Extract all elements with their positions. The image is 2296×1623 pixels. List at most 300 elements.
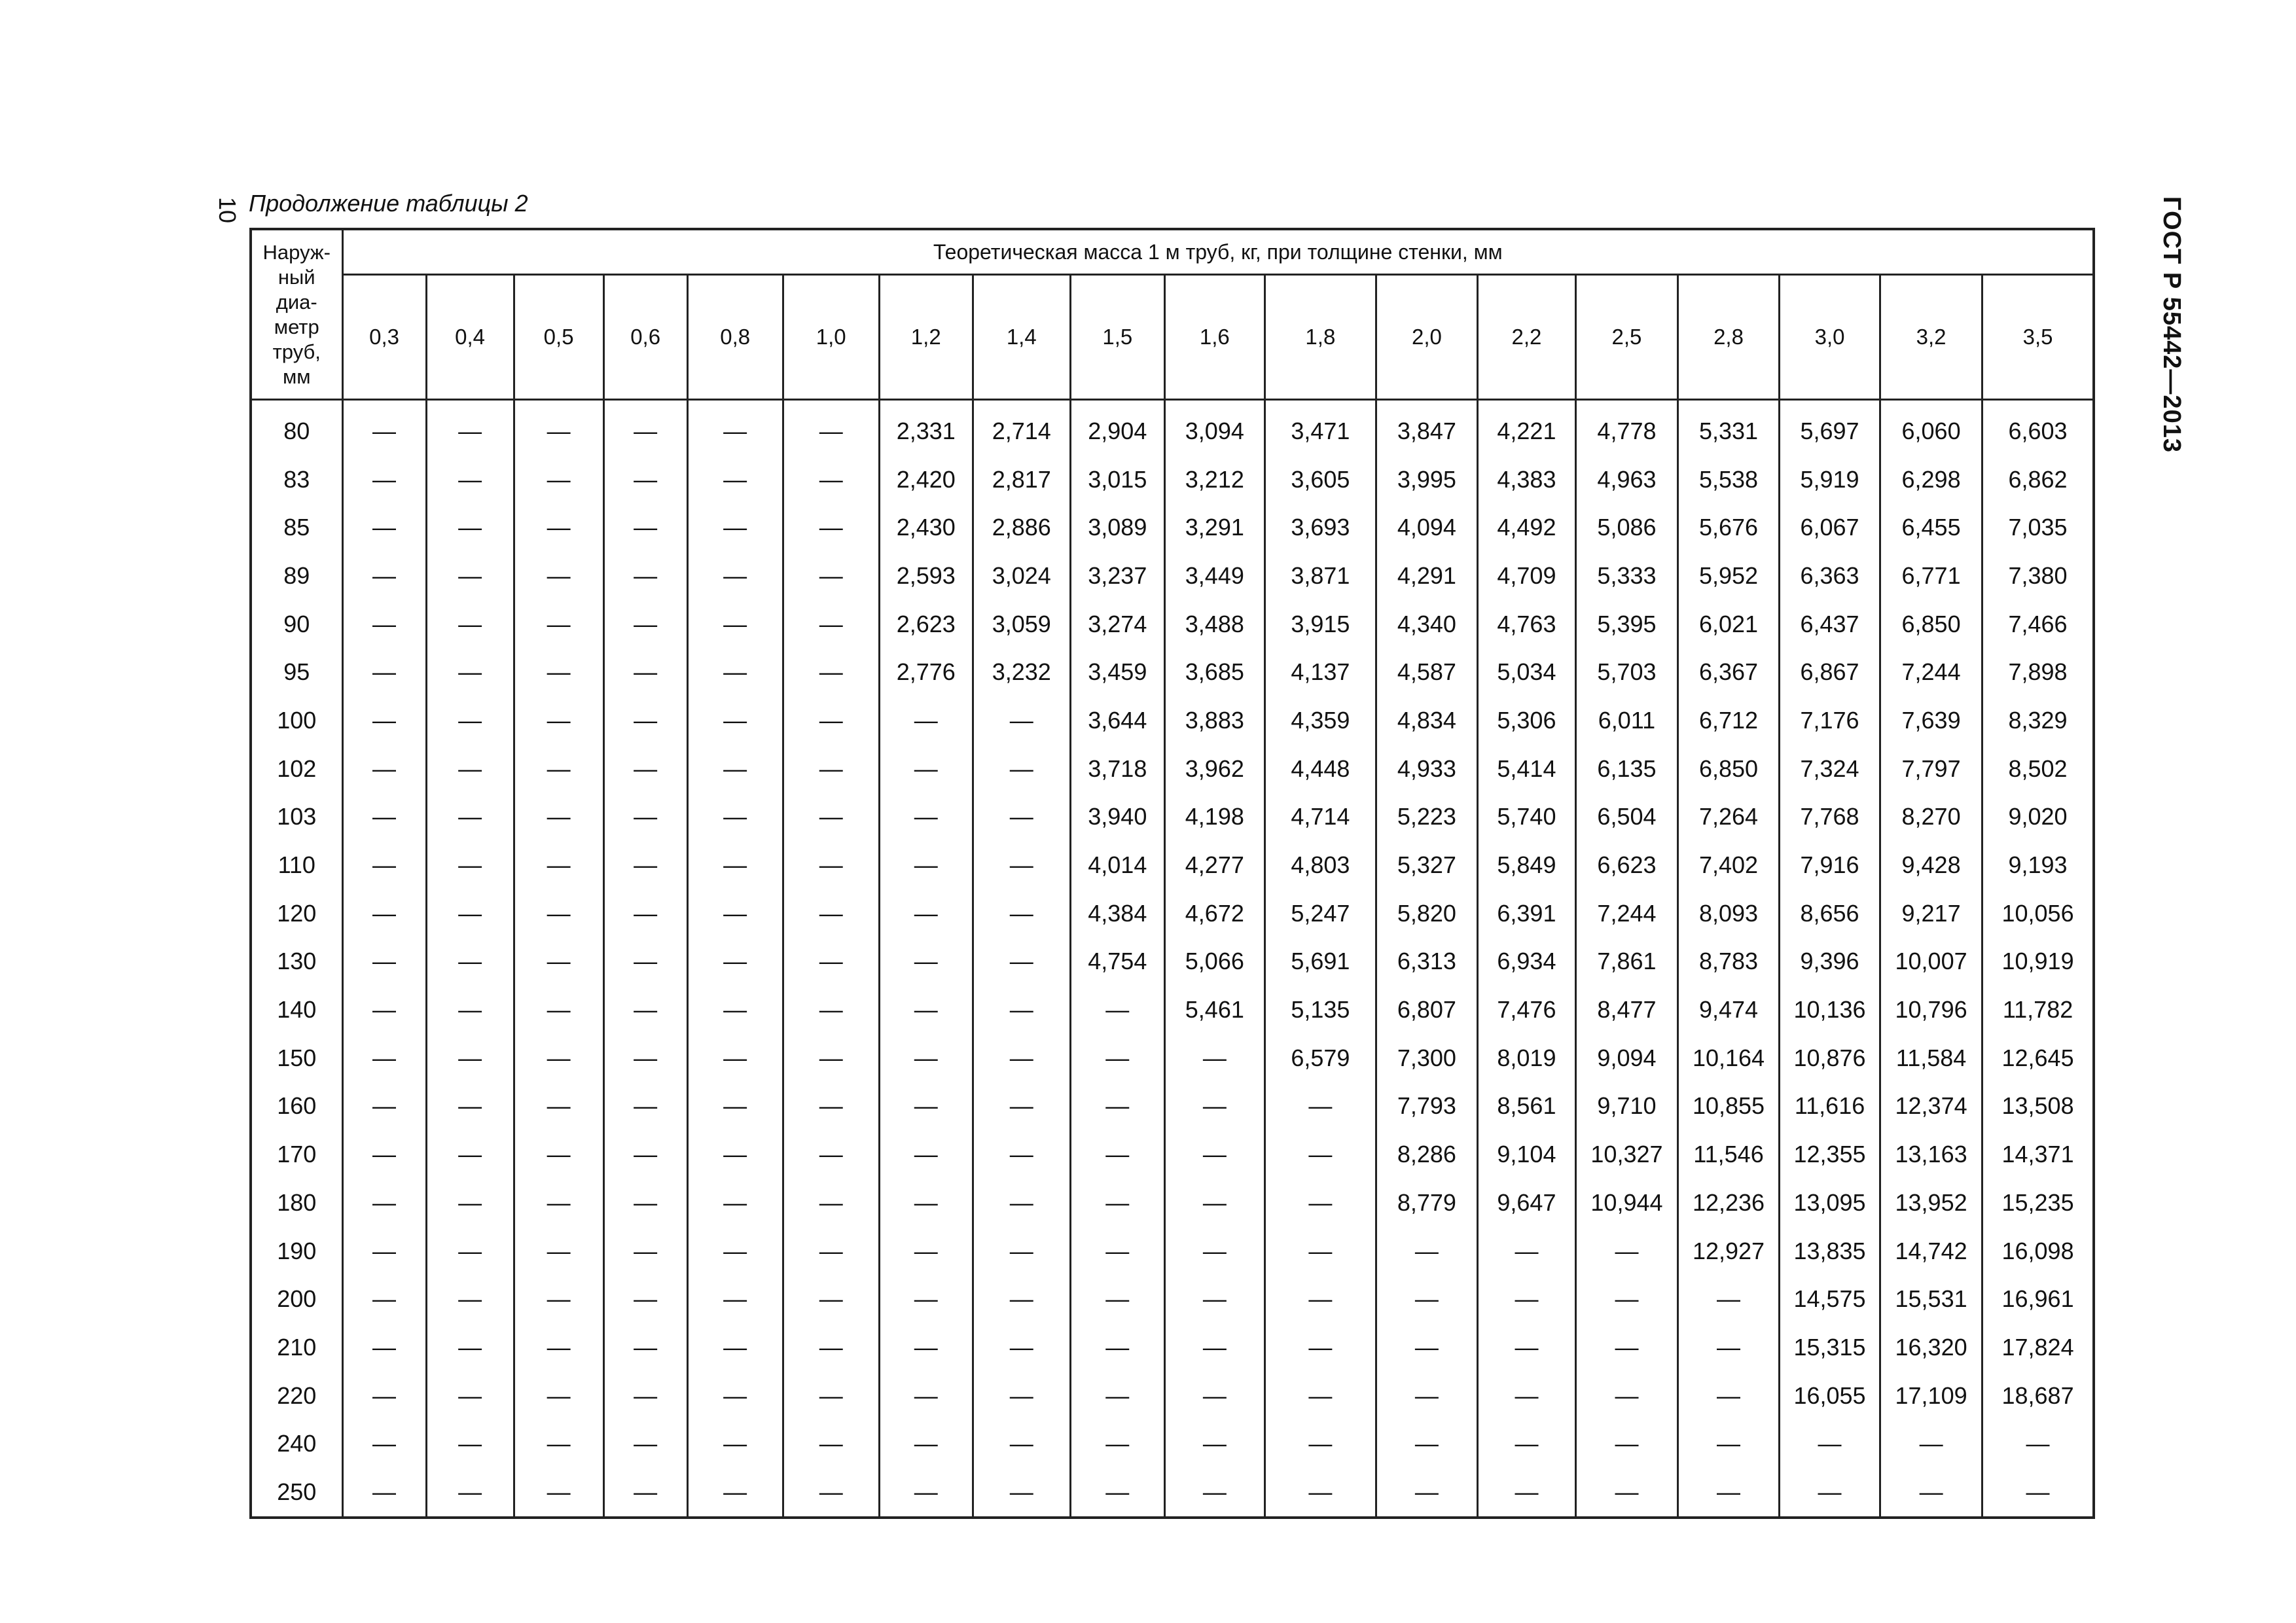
diameter-cell: 240	[251, 1419, 342, 1468]
mass-cell: —	[1164, 1323, 1265, 1372]
mass-cell: 6,060	[1880, 407, 1982, 455]
mass-cell: 6,850	[1880, 600, 1982, 649]
mass-cell: 7,768	[1780, 793, 1880, 842]
mass-cell: —	[687, 1034, 783, 1082]
separator-cell	[1982, 400, 2094, 408]
table-row	[251, 1034, 2094, 1082]
mass-cell: —	[1477, 1227, 1575, 1275]
mass-cell: —	[342, 938, 426, 986]
mass-cell: —	[1880, 1419, 1982, 1468]
diameter-cell: 110	[251, 841, 342, 889]
mass-cell: 9,710	[1575, 1082, 1677, 1131]
mass-cell: 4,094	[1376, 503, 1477, 552]
mass-cell: —	[783, 455, 879, 504]
mass-cell: —	[687, 938, 783, 986]
mass-cell: —	[1265, 1468, 1376, 1518]
mass-cell: 3,274	[1070, 600, 1164, 649]
mass-cell: 3,915	[1265, 600, 1376, 649]
mass-cell: 5,820	[1376, 889, 1477, 938]
mass-cell: —	[603, 503, 687, 552]
mass-cell: 10,796	[1880, 986, 1982, 1034]
separator-cell	[1880, 400, 1982, 408]
mass-cell: 6,862	[1982, 455, 2094, 504]
diameter-cell: 140	[251, 986, 342, 1034]
outer-diameter-header-text: Наруж- ный диа- метр труб, мм	[262, 240, 331, 388]
mass-cell: —	[783, 889, 879, 938]
mass-cell: 4,754	[1070, 938, 1164, 986]
diameter-cell: 150	[251, 1034, 342, 1082]
mass-cell: —	[342, 1034, 426, 1082]
page-number: 10	[214, 196, 241, 224]
table-row	[251, 1275, 2094, 1323]
separator-cell	[973, 400, 1070, 408]
mass-cell: 16,320	[1880, 1323, 1982, 1372]
separator-cell	[251, 400, 342, 408]
mass-cell: —	[1780, 1419, 1880, 1468]
mass-cell: —	[603, 407, 687, 455]
table-row	[251, 745, 2094, 793]
mass-cell: —	[1575, 1468, 1677, 1518]
mass-cell: —	[1070, 1275, 1164, 1323]
mass-cell: —	[973, 1275, 1070, 1323]
mass-cell: —	[514, 696, 603, 745]
mass-cell: —	[514, 986, 603, 1034]
mass-cell: 2,430	[879, 503, 973, 552]
separator-cell	[603, 400, 687, 408]
mass-cell: 3,237	[1070, 552, 1164, 600]
mass-cell: —	[687, 1082, 783, 1131]
mass-cell: —	[1070, 1323, 1164, 1372]
mass-cell: 4,672	[1164, 889, 1265, 938]
mass-cell: —	[1575, 1323, 1677, 1372]
mass-cell: —	[426, 600, 514, 649]
mass-cell: —	[514, 1179, 603, 1227]
mass-cell: —	[687, 1323, 783, 1372]
table-caption: Продолжение таблицы 2	[249, 190, 528, 217]
mass-cell: —	[426, 1227, 514, 1275]
mass-cell: 4,448	[1265, 745, 1376, 793]
mass-cell: —	[1265, 1130, 1376, 1179]
mass-cell: —	[603, 1179, 687, 1227]
mass-cell: 3,459	[1070, 648, 1164, 696]
mass-cell: 12,236	[1677, 1179, 1779, 1227]
mass-cell: —	[426, 648, 514, 696]
mass-cell: 7,324	[1780, 745, 1880, 793]
mass-cell: 3,940	[1070, 793, 1164, 842]
mass-cell: 7,466	[1982, 600, 2094, 649]
separator-cell	[1164, 400, 1265, 408]
mass-cell: —	[1164, 1082, 1265, 1131]
mass-cell: —	[603, 1130, 687, 1179]
mass-cell: —	[603, 696, 687, 745]
mass-cell: —	[687, 745, 783, 793]
mass-cell: —	[342, 1275, 426, 1323]
mass-cell: —	[342, 1179, 426, 1227]
mass-cell: 5,306	[1477, 696, 1575, 745]
mass-cell: —	[879, 1179, 973, 1227]
mass-cell: —	[973, 1130, 1070, 1179]
mass-cell: —	[1265, 1372, 1376, 1420]
mass-cell: 4,277	[1164, 841, 1265, 889]
mass-cell: —	[783, 1227, 879, 1275]
mass-cell: —	[973, 1179, 1070, 1227]
mass-cell: 7,861	[1575, 938, 1677, 986]
mass-cell: —	[879, 1227, 973, 1275]
table-row	[251, 889, 2094, 938]
table-row	[251, 841, 2094, 889]
mass-cell: 5,703	[1575, 648, 1677, 696]
mass-cell: 7,402	[1677, 841, 1779, 889]
mass-cell: —	[1575, 1227, 1677, 1275]
mass-cell: —	[1265, 1227, 1376, 1275]
mass-cell: —	[603, 552, 687, 600]
mass-cell: —	[1265, 1179, 1376, 1227]
mass-cell: 5,135	[1265, 986, 1376, 1034]
separator-cell	[687, 400, 783, 408]
mass-cell: —	[879, 793, 973, 842]
mass-cell: 4,803	[1265, 841, 1376, 889]
mass-cell: 3,449	[1164, 552, 1265, 600]
mass-cell: —	[514, 1227, 603, 1275]
mass-cell: 9,104	[1477, 1130, 1575, 1179]
mass-cell: —	[426, 1372, 514, 1420]
mass-cell: —	[973, 793, 1070, 842]
mass-cell: 3,212	[1164, 455, 1265, 504]
mass-cell: 7,476	[1477, 986, 1575, 1034]
mass-cell: —	[1477, 1468, 1575, 1518]
mass-cell: —	[1164, 1227, 1265, 1275]
mass-cell: —	[973, 1082, 1070, 1131]
mass-cell: —	[426, 552, 514, 600]
mass-cell: —	[973, 1419, 1070, 1468]
mass-cell: 7,244	[1880, 648, 1982, 696]
separator-cell	[1677, 400, 1779, 408]
mass-cell: 3,015	[1070, 455, 1164, 504]
mass-cell: 6,712	[1677, 696, 1779, 745]
mass-cell: 8,561	[1477, 1082, 1575, 1131]
mass-cell: —	[1070, 1082, 1164, 1131]
mass-cell: 8,477	[1575, 986, 1677, 1034]
mass-cell: —	[783, 1372, 879, 1420]
mass-cell: 9,647	[1477, 1179, 1575, 1227]
mass-cell: —	[1070, 1034, 1164, 1082]
mass-cell: 6,067	[1780, 503, 1880, 552]
separator-cell	[514, 400, 603, 408]
mass-cell: 13,952	[1880, 1179, 1982, 1227]
mass-cell: —	[879, 1275, 973, 1323]
diameter-cell: 102	[251, 745, 342, 793]
mass-cell: —	[1376, 1227, 1477, 1275]
mass-cell: 6,934	[1477, 938, 1575, 986]
mass-cell: 7,639	[1880, 696, 1982, 745]
mass-cell: 7,797	[1880, 745, 1982, 793]
mass-cell: —	[603, 938, 687, 986]
mass-cell: —	[1376, 1468, 1477, 1518]
mass-cell: —	[783, 1179, 879, 1227]
mass-cell: 6,313	[1376, 938, 1477, 986]
mass-cell: —	[514, 1372, 603, 1420]
mass-cell: 2,331	[879, 407, 973, 455]
mass-cell: 3,883	[1164, 696, 1265, 745]
diameter-cell: 103	[251, 793, 342, 842]
mass-cell: —	[687, 1179, 783, 1227]
mass-cell: 2,623	[879, 600, 973, 649]
mass-cell: —	[426, 455, 514, 504]
mass-cell: —	[514, 841, 603, 889]
mass-cell: 4,198	[1164, 793, 1265, 842]
mass-cell: —	[1164, 1275, 1265, 1323]
mass-cell: —	[1477, 1372, 1575, 1420]
mass-cell: 8,093	[1677, 889, 1779, 938]
mass-cell: —	[1477, 1419, 1575, 1468]
mass-cell: 4,587	[1376, 648, 1477, 696]
mass-cell: —	[879, 986, 973, 1034]
mass-cell: —	[687, 503, 783, 552]
mass-cell: —	[514, 600, 603, 649]
separator-cell	[1070, 400, 1164, 408]
mass-cell: —	[426, 889, 514, 938]
mass-cell: —	[1265, 1323, 1376, 1372]
mass-cell: 10,855	[1677, 1082, 1779, 1131]
mass-cell: —	[973, 1468, 1070, 1518]
mass-cell: 3,232	[973, 648, 1070, 696]
mass-cell: 8,270	[1880, 793, 1982, 842]
mass-cell: —	[973, 1034, 1070, 1082]
mass-cell: 13,163	[1880, 1130, 1982, 1179]
mass-cell: —	[426, 696, 514, 745]
diameter-cell: 130	[251, 938, 342, 986]
mass-cell: 13,835	[1780, 1227, 1880, 1275]
mass-cell: —	[514, 407, 603, 455]
mass-cell: —	[1070, 1179, 1164, 1227]
mass-cell: 3,291	[1164, 503, 1265, 552]
mass-cell: 6,623	[1575, 841, 1677, 889]
mass-cell: —	[973, 1227, 1070, 1275]
mass-cell: —	[1677, 1275, 1779, 1323]
mass-cell: —	[342, 552, 426, 600]
mass-cell: 4,933	[1376, 745, 1477, 793]
mass-cell: —	[514, 1275, 603, 1323]
mass-cell: —	[973, 986, 1070, 1034]
mass-cell: —	[783, 1130, 879, 1179]
mass-cell: 14,742	[1880, 1227, 1982, 1275]
mass-cell: 5,066	[1164, 938, 1265, 986]
mass-cell: 6,850	[1677, 745, 1779, 793]
mass-cell: —	[342, 841, 426, 889]
diameter-cell: 95	[251, 648, 342, 696]
mass-cell: 5,331	[1677, 407, 1779, 455]
wall-thickness-header: 3,0	[1780, 275, 1880, 400]
diameter-cell: 210	[251, 1323, 342, 1372]
wall-thickness-header: 1,0	[783, 275, 879, 400]
mass-cell: 4,709	[1477, 552, 1575, 600]
table-row	[251, 1419, 2094, 1468]
separator-cell	[1376, 400, 1477, 408]
mass-cell: 6,011	[1575, 696, 1677, 745]
mass-cell: 8,019	[1477, 1034, 1575, 1082]
mass-cell: —	[783, 1419, 879, 1468]
mass-cell: —	[342, 889, 426, 938]
table-row	[251, 648, 2094, 696]
wall-thickness-header: 3,5	[1982, 275, 2094, 400]
mass-cell: —	[783, 938, 879, 986]
mass-cell: —	[879, 889, 973, 938]
mass-cell: —	[1164, 1130, 1265, 1179]
mass-cell: 15,531	[1880, 1275, 1982, 1323]
mass-cell: 2,593	[879, 552, 973, 600]
mass-cell: —	[514, 1323, 603, 1372]
mass-cell: 12,927	[1677, 1227, 1779, 1275]
wall-thickness-header: 0,5	[514, 275, 603, 400]
mass-cell: 5,247	[1265, 889, 1376, 938]
mass-cell: —	[687, 986, 783, 1034]
mass-cell: 10,327	[1575, 1130, 1677, 1179]
wall-thickness-header: 1,2	[879, 275, 973, 400]
mass-cell: 4,221	[1477, 407, 1575, 455]
mass-cell: —	[687, 600, 783, 649]
mass-cell: —	[342, 1227, 426, 1275]
wall-thickness-header: 1,6	[1164, 275, 1265, 400]
header-separator-row	[251, 400, 2094, 408]
table-row	[251, 407, 2094, 455]
mass-cell: 10,007	[1880, 938, 1982, 986]
mass-cell: —	[687, 889, 783, 938]
table-row	[251, 455, 2094, 504]
mass-cell: —	[687, 1275, 783, 1323]
mass-cell: 11,546	[1677, 1130, 1779, 1179]
wall-thickness-header: 1,4	[973, 275, 1070, 400]
mass-cell: 17,824	[1982, 1323, 2094, 1372]
mass-cell: 10,136	[1780, 986, 1880, 1034]
mass-cell: —	[603, 1372, 687, 1420]
mass-cell: 7,898	[1982, 648, 2094, 696]
mass-cell: —	[603, 889, 687, 938]
mass-cell: 12,645	[1982, 1034, 2094, 1082]
mass-cell: 3,847	[1376, 407, 1477, 455]
mass-cell: 3,089	[1070, 503, 1164, 552]
mass-cell: —	[514, 648, 603, 696]
wall-thickness-header: 2,2	[1477, 275, 1575, 400]
mass-cell: —	[1477, 1275, 1575, 1323]
mass-cell: —	[342, 455, 426, 504]
mass-cell: —	[687, 1227, 783, 1275]
mass-cell: —	[687, 407, 783, 455]
mass-cell: 3,024	[973, 552, 1070, 600]
mass-cell: —	[973, 1323, 1070, 1372]
mass-cell: —	[783, 503, 879, 552]
table-row	[251, 1082, 2094, 1131]
mass-cell: —	[603, 1227, 687, 1275]
mass-cell: —	[342, 696, 426, 745]
mass-cell: —	[783, 1275, 879, 1323]
mass-cell: 6,298	[1880, 455, 1982, 504]
mass-cell: 5,333	[1575, 552, 1677, 600]
diameter-cell: 200	[251, 1275, 342, 1323]
mass-cell: 9,193	[1982, 841, 2094, 889]
mass-cell: —	[342, 1372, 426, 1420]
mass-cell: 2,817	[973, 455, 1070, 504]
mass-cell: —	[426, 938, 514, 986]
mass-cell: —	[973, 696, 1070, 745]
mass-cell: 8,779	[1376, 1179, 1477, 1227]
mass-cell: 7,916	[1780, 841, 1880, 889]
mass-cell: 8,329	[1982, 696, 2094, 745]
table-row	[251, 1372, 2094, 1420]
mass-cell: —	[783, 552, 879, 600]
mass-cell: —	[1265, 1419, 1376, 1468]
mass-cell: —	[342, 793, 426, 842]
mass-cell: 5,952	[1677, 552, 1779, 600]
mass-cell: —	[342, 503, 426, 552]
mass-cell: —	[783, 986, 879, 1034]
wall-thickness-header: 0,8	[687, 275, 783, 400]
wall-thickness-header: 0,3	[342, 275, 426, 400]
mass-cell: —	[783, 648, 879, 696]
mass-cell: 6,363	[1780, 552, 1880, 600]
mass-cell: 3,871	[1265, 552, 1376, 600]
mass-cell: 15,235	[1982, 1179, 2094, 1227]
table-row	[251, 600, 2094, 649]
mass-cell: —	[783, 1323, 879, 1372]
mass-cell: 15,315	[1780, 1323, 1880, 1372]
table-row	[251, 503, 2094, 552]
mass-cell: —	[1880, 1468, 1982, 1518]
mass-cell: —	[1376, 1419, 1477, 1468]
mass-cell: —	[603, 1468, 687, 1518]
mass-cell: —	[1070, 986, 1164, 1034]
mass-cell: —	[879, 745, 973, 793]
mass-cell: —	[342, 407, 426, 455]
mass-cell: 4,834	[1376, 696, 1477, 745]
mass-cell: —	[426, 1323, 514, 1372]
mass-cell: 3,693	[1265, 503, 1376, 552]
mass-cell: 7,380	[1982, 552, 2094, 600]
mass-cell: —	[1164, 1372, 1265, 1420]
mass-cell: 9,428	[1880, 841, 1982, 889]
wall-thickness-header: 2,5	[1575, 275, 1677, 400]
mass-cell: —	[1677, 1419, 1779, 1468]
mass-cell: —	[426, 793, 514, 842]
mass-cell: 5,676	[1677, 503, 1779, 552]
mass-cell: —	[342, 745, 426, 793]
table-row	[251, 986, 2094, 1034]
mass-cell: —	[1265, 1082, 1376, 1131]
mass-cell: —	[1070, 1130, 1164, 1179]
diameter-cell: 100	[251, 696, 342, 745]
mass-cell: 7,176	[1780, 696, 1880, 745]
mass-cell: —	[514, 793, 603, 842]
mass-cell: 7,264	[1677, 793, 1779, 842]
mass-cell: —	[426, 1179, 514, 1227]
mass-cell: —	[687, 455, 783, 504]
mass-cell: 11,584	[1880, 1034, 1982, 1082]
table-row	[251, 938, 2094, 986]
separator-cell	[1780, 400, 1880, 408]
mass-header: Теоретическая масса 1 м труб, кг, при толщине стенки, мм	[342, 229, 2094, 275]
mass-cell: 5,919	[1780, 455, 1880, 504]
mass-cell: —	[514, 889, 603, 938]
mass-cell: 9,217	[1880, 889, 1982, 938]
wall-thickness-header: 2,0	[1376, 275, 1477, 400]
mass-cell: 4,137	[1265, 648, 1376, 696]
separator-cell	[783, 400, 879, 408]
wall-thickness-header: 2,8	[1677, 275, 1779, 400]
mass-cell: 4,340	[1376, 600, 1477, 649]
mass-cell: 7,793	[1376, 1082, 1477, 1131]
mass-cell: —	[1070, 1227, 1164, 1275]
mass-cell: 6,807	[1376, 986, 1477, 1034]
diameter-cell: 190	[251, 1227, 342, 1275]
